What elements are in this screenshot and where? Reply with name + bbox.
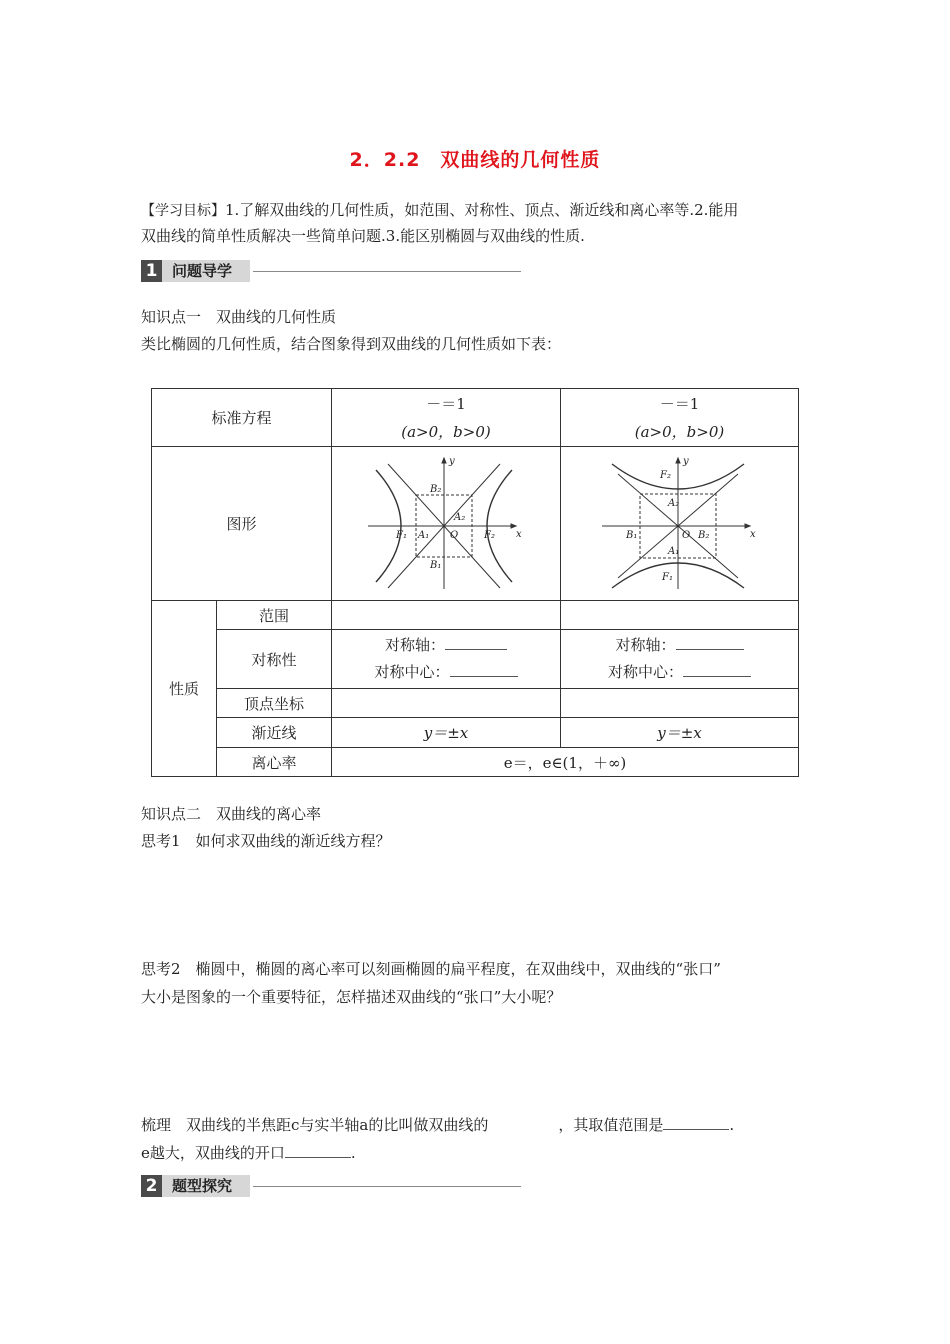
equation-1: －＝1: [426, 394, 466, 413]
summary-text-b: ，其取值范围是: [558, 1116, 664, 1134]
learning-goals-line2: 双曲线的简单性质解决一些简单问题.3.能区别椭圆与双曲线的性质.: [141, 227, 585, 245]
summary-text-a: 梳理 双曲线的半焦距c与实半轴a的比叫做双曲线的: [141, 1116, 489, 1134]
label-B1: B₁: [430, 559, 442, 571]
row-label-vertex: 顶点坐标: [217, 689, 332, 718]
vertex-cell-2: [561, 689, 799, 718]
summary-line2: [141, 1141, 356, 1165]
asymptote-cell-1: y＝±x: [332, 718, 561, 748]
symmetry-center-label: 对称中心：: [607, 663, 683, 681]
section-number: 1: [141, 260, 162, 282]
y-axis-arrow-icon: [442, 458, 446, 463]
y-axis-arrow-icon: [676, 458, 680, 463]
equation-cell-1: [332, 389, 561, 447]
x-axis-arrow-icon: [745, 524, 750, 528]
symmetry-cell-1: [332, 630, 561, 689]
label-x: x: [749, 528, 756, 540]
section-rule: [253, 271, 521, 272]
symmetry-axis-label: 对称轴：: [384, 636, 445, 654]
learning-goals-label: 【学习目标】: [141, 203, 225, 219]
row-label-standard-equation: 标准方程: [152, 389, 332, 447]
range-cell-1: [332, 601, 561, 630]
label-x: x: [516, 528, 522, 540]
learning-goals-text1: 1.了解双曲线的几何性质，如范围、对称性、顶点、渐近线和离心率等.2.能用: [225, 201, 739, 219]
label-F2: F₂: [484, 529, 495, 541]
label-A1: A₁: [667, 545, 679, 557]
label-B2: B₂: [697, 529, 709, 541]
symmetry-axis-blank[interactable]: [676, 635, 744, 650]
label-A2: A₂: [667, 497, 679, 509]
symmetry-center-blank[interactable]: [450, 662, 518, 677]
equation-cell-2: [561, 389, 799, 447]
section-label: 题型探究: [162, 1175, 250, 1197]
summary2-text-b: .: [350, 1144, 356, 1162]
symmetry-center-label: 对称中心：: [374, 663, 450, 681]
range-cell-2: [561, 601, 799, 630]
label-y: y: [449, 455, 455, 467]
hyperbola-graph-horizontal: [366, 454, 526, 594]
summary-blank-range[interactable]: [663, 1115, 729, 1130]
knowledge-point-1-intro: 类比椭圆的几何性质，结合图象得到双曲线的几何性质如下表：: [141, 335, 562, 353]
label-A2: A₂: [454, 511, 466, 523]
summary2-text-a: e越大，双曲线的开口: [141, 1144, 285, 1162]
vertex-cell-1: [332, 689, 561, 718]
label-F2: F₂: [659, 469, 671, 481]
summary-blank-opening[interactable]: [285, 1143, 351, 1158]
eccentricity-cell: e＝，e∈(1，＋∞): [332, 748, 799, 777]
equation-1-condition: (a>0，b>0): [401, 422, 491, 441]
label-origin: O: [681, 529, 690, 541]
knowledge-point-2-heading: 知识点二 双曲线的离心率: [141, 805, 322, 823]
label-A1: A₁: [418, 529, 430, 541]
row-label-symmetry: 对称性: [217, 630, 332, 689]
learning-goals-line1: [141, 198, 738, 223]
label-B1: B₁: [625, 529, 637, 541]
row-label-asymptote: 渐近线: [217, 718, 332, 748]
equation-2-condition: (a>0，b>0): [634, 422, 725, 441]
figure-cell-2: [561, 447, 799, 601]
knowledge-point-1-heading: 知识点一 双曲线的几何性质: [141, 308, 337, 326]
label-y: y: [682, 455, 689, 467]
label-F1: F₁: [661, 571, 673, 583]
think-question-2-line2: 大小是图象的一个重要特征，怎样描述双曲线的“张口”大小呢？: [141, 988, 562, 1006]
symmetry-axis-blank[interactable]: [445, 635, 507, 650]
label-origin: O: [450, 529, 459, 541]
row-group-properties: 性质: [152, 601, 217, 777]
row-label-figure: 图形: [152, 447, 332, 601]
row-label-eccentricity: 离心率: [217, 748, 332, 777]
think-question-1: 思考1 如何求双曲线的渐近线方程？: [141, 832, 391, 850]
summary-line1: [141, 1113, 734, 1137]
symmetry-cell-2: [561, 630, 799, 689]
think-question-2-line1: 思考2 椭圆中，椭圆的离心率可以刻画椭圆的扁平程度，在双曲线中，双曲线的“张口”: [141, 960, 721, 978]
equation-2: －＝1: [659, 394, 700, 413]
figure-cell-1: [332, 447, 561, 601]
section-label: 问题导学: [162, 260, 250, 282]
hyperbola-graph-vertical: [600, 454, 760, 594]
x-axis-arrow-icon: [511, 524, 516, 528]
row-label-range: 范围: [217, 601, 332, 630]
symmetry-axis-label: 对称轴：: [615, 636, 676, 654]
summary-text-c: .: [729, 1116, 735, 1134]
section-rule: [253, 1186, 521, 1187]
page-title: 2．2.2 双曲线的几何性质: [349, 149, 601, 171]
properties-table: [151, 388, 799, 777]
label-F1: F₁: [396, 529, 407, 541]
label-B2: B₂: [430, 483, 442, 495]
symmetry-center-blank[interactable]: [683, 662, 751, 677]
section-number: 2: [141, 1175, 162, 1197]
asymptote-cell-2: y＝±x: [561, 718, 799, 748]
